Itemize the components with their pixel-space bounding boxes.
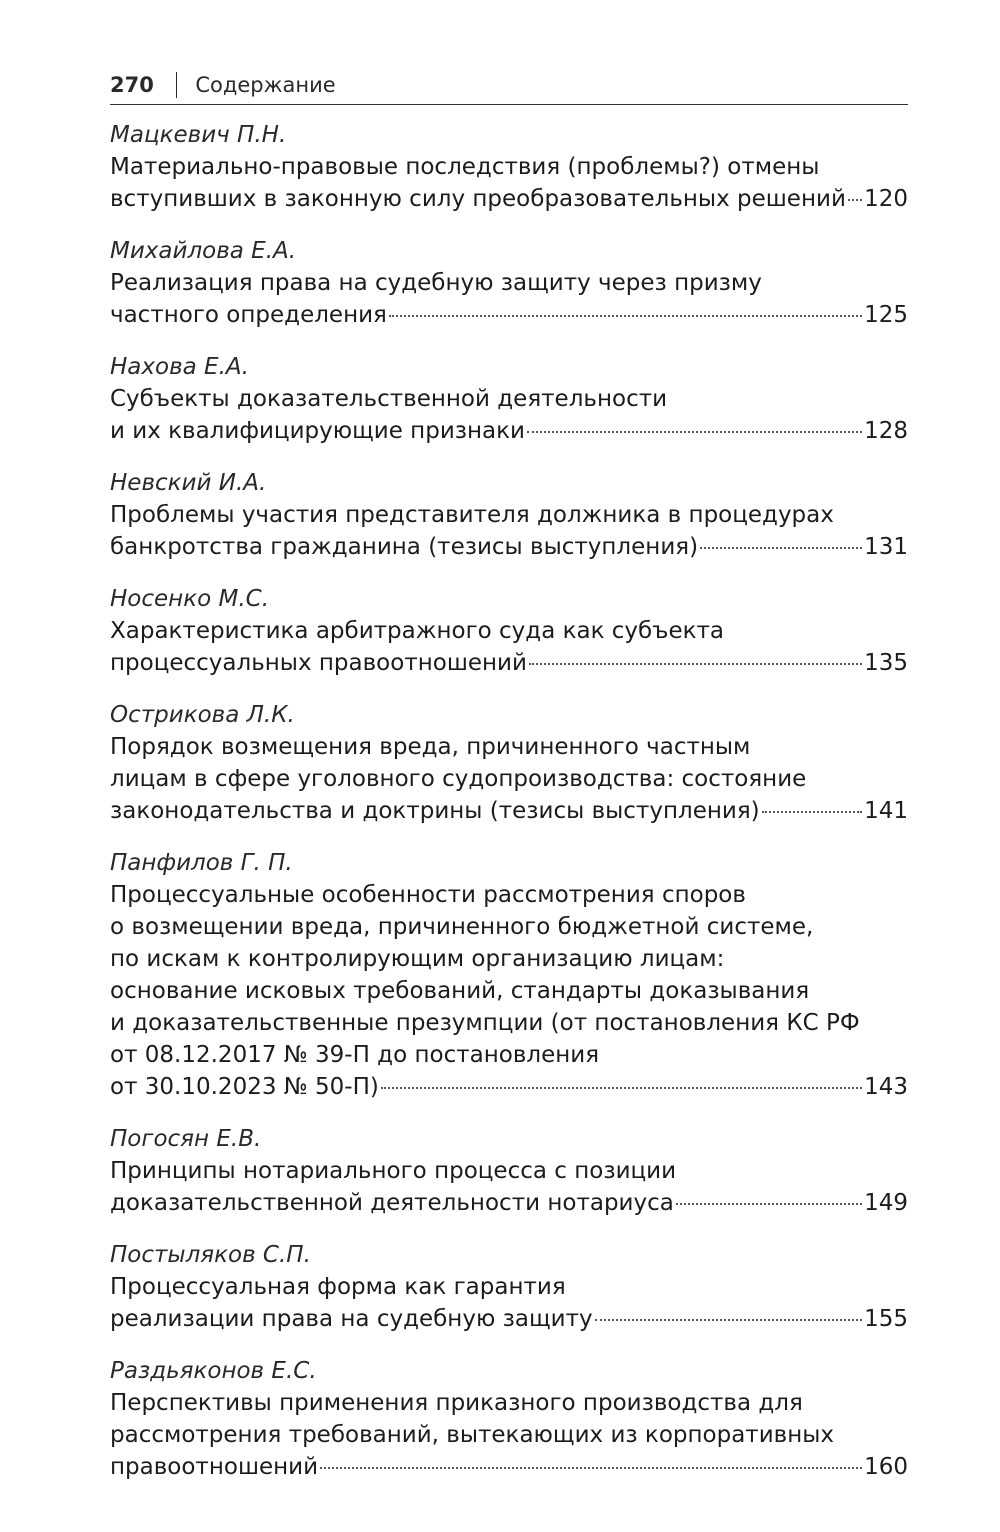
toc-author: Невский И.А. (110, 470, 267, 496)
toc-title-last-line (110, 1187, 908, 1219)
toc-title-line: правоотношений (110, 1454, 319, 1480)
toc-title-line: Материально-правовые последствия (проблемы?) отмены (110, 154, 820, 180)
toc-title-line: банкротства гражданина (тезисы выступления) (110, 534, 699, 560)
toc-title-line: реализации права на судебную защиту (110, 1306, 593, 1332)
toc-page-number: 120 (864, 186, 908, 212)
toc-title-line: и доказательственные презумпции (от постановления КС РФ (110, 1010, 860, 1036)
toc-author: Погосян Е.В. (110, 1126, 262, 1152)
toc-title-last-line (110, 647, 908, 679)
dot-leader (676, 1203, 862, 1205)
toc-title-line: Принципы нотариального процесса с позиции (110, 1158, 677, 1184)
dot-leader (529, 663, 862, 665)
dot-leader (595, 1319, 863, 1321)
toc-page-number: 125 (864, 302, 908, 328)
toc-list (110, 119, 908, 1483)
toc-entry (110, 1355, 908, 1483)
toc-title-line: Субъекты доказательственной деятельности (110, 386, 668, 412)
toc-title-line: Проблемы участия представителя должника в процедурах (110, 502, 834, 528)
toc-title-last-line (110, 1071, 908, 1103)
toc-title-line: доказательственной деятельности нотариуса (110, 1190, 674, 1216)
toc-title-line: от 30.10.2023 № 50-П) (110, 1074, 379, 1100)
toc-title-line: вступивших в законную силу преобразовательных решений (110, 186, 846, 212)
toc-title-line: Характеристика арбитражного суда как субъекта (110, 618, 725, 644)
toc-title-last-line (110, 1303, 908, 1335)
dot-leader (381, 1087, 862, 1089)
toc-page-number: 141 (864, 798, 908, 824)
dot-leader (762, 811, 862, 813)
toc-title-line: Процессуальная форма как гарантия (110, 1274, 566, 1300)
toc-title-last-line (110, 299, 908, 331)
toc-title-line: Порядок возмещения вреда, причиненного частным (110, 734, 751, 760)
toc-title-line: о возмещении вреда, причиненного бюджетной системе, (110, 914, 814, 940)
toc-author: Постыляков С.П. (110, 1242, 311, 1268)
toc-title-line: и их квалифицирующие признаки (110, 418, 525, 444)
toc-title-line: основание исковых требований, стандарты доказывания (110, 978, 810, 1004)
toc-title-last-line (110, 1451, 908, 1483)
toc-author: Нахова Е.А. (110, 354, 249, 380)
section-title: Содержание (195, 73, 336, 97)
toc-title-line: Реализация права на судебную защиту через призму (110, 270, 762, 296)
toc-entry (110, 119, 908, 215)
toc-entry (110, 467, 908, 563)
toc-page-number: 135 (864, 650, 908, 676)
toc-author: Носенко М.С. (110, 586, 270, 612)
toc-author: Острикова Л.К. (110, 702, 295, 728)
toc-title-last-line (110, 183, 908, 215)
toc-title-last-line (110, 795, 908, 827)
page-number: 270 (110, 73, 154, 97)
toc-title-line: законодательства и доктрины (тезисы выступления) (110, 798, 760, 824)
toc-entry (110, 699, 908, 827)
dot-leader (389, 315, 862, 317)
toc-title-line: Перспективы применения приказного производства для (110, 1390, 803, 1416)
toc-page-number: 149 (864, 1190, 908, 1216)
toc-title-line: Процессуальные особенности рассмотрения споров (110, 882, 746, 908)
dot-leader (527, 431, 862, 433)
toc-author: Мацкевич П.Н. (110, 122, 287, 148)
toc-page-number: 160 (864, 1454, 908, 1480)
toc-entry (110, 235, 908, 331)
toc-title-last-line (110, 531, 908, 563)
toc-title-line: частного определения (110, 302, 387, 328)
toc-author: Михайлова Е.А. (110, 238, 297, 264)
toc-author: Раздьяконов Е.С. (110, 1358, 317, 1384)
toc-page-number: 143 (864, 1074, 908, 1100)
toc-entry (110, 847, 908, 1103)
toc-title-line: лицам в сфере уголовного судопроизводства: состояние (110, 766, 807, 792)
header-separator (176, 72, 178, 98)
toc-title-line: по искам к контролирующим организацию лицам: (110, 946, 725, 972)
toc-entry (110, 1123, 908, 1219)
dot-leader (320, 1467, 862, 1469)
toc-entry (110, 583, 908, 679)
toc-title-line: процессуальных правоотношений (110, 650, 527, 676)
toc-page-number: 131 (864, 534, 908, 560)
toc-title-line: от 08.12.2017 № 39-П до постановления (110, 1042, 600, 1068)
toc-author: Панфилов Г. П. (110, 850, 293, 876)
toc-page-number: 128 (864, 418, 908, 444)
running-header (110, 66, 908, 105)
dot-leader (848, 199, 862, 201)
toc-entry (110, 1239, 908, 1335)
dot-leader (700, 547, 862, 549)
toc-title-line: рассмотрения требований, вытекающих из корпоративных (110, 1422, 835, 1448)
toc-page-number: 155 (864, 1306, 908, 1332)
toc-entry (110, 351, 908, 447)
toc-title-last-line (110, 415, 908, 447)
toc-page (110, 66, 908, 1503)
